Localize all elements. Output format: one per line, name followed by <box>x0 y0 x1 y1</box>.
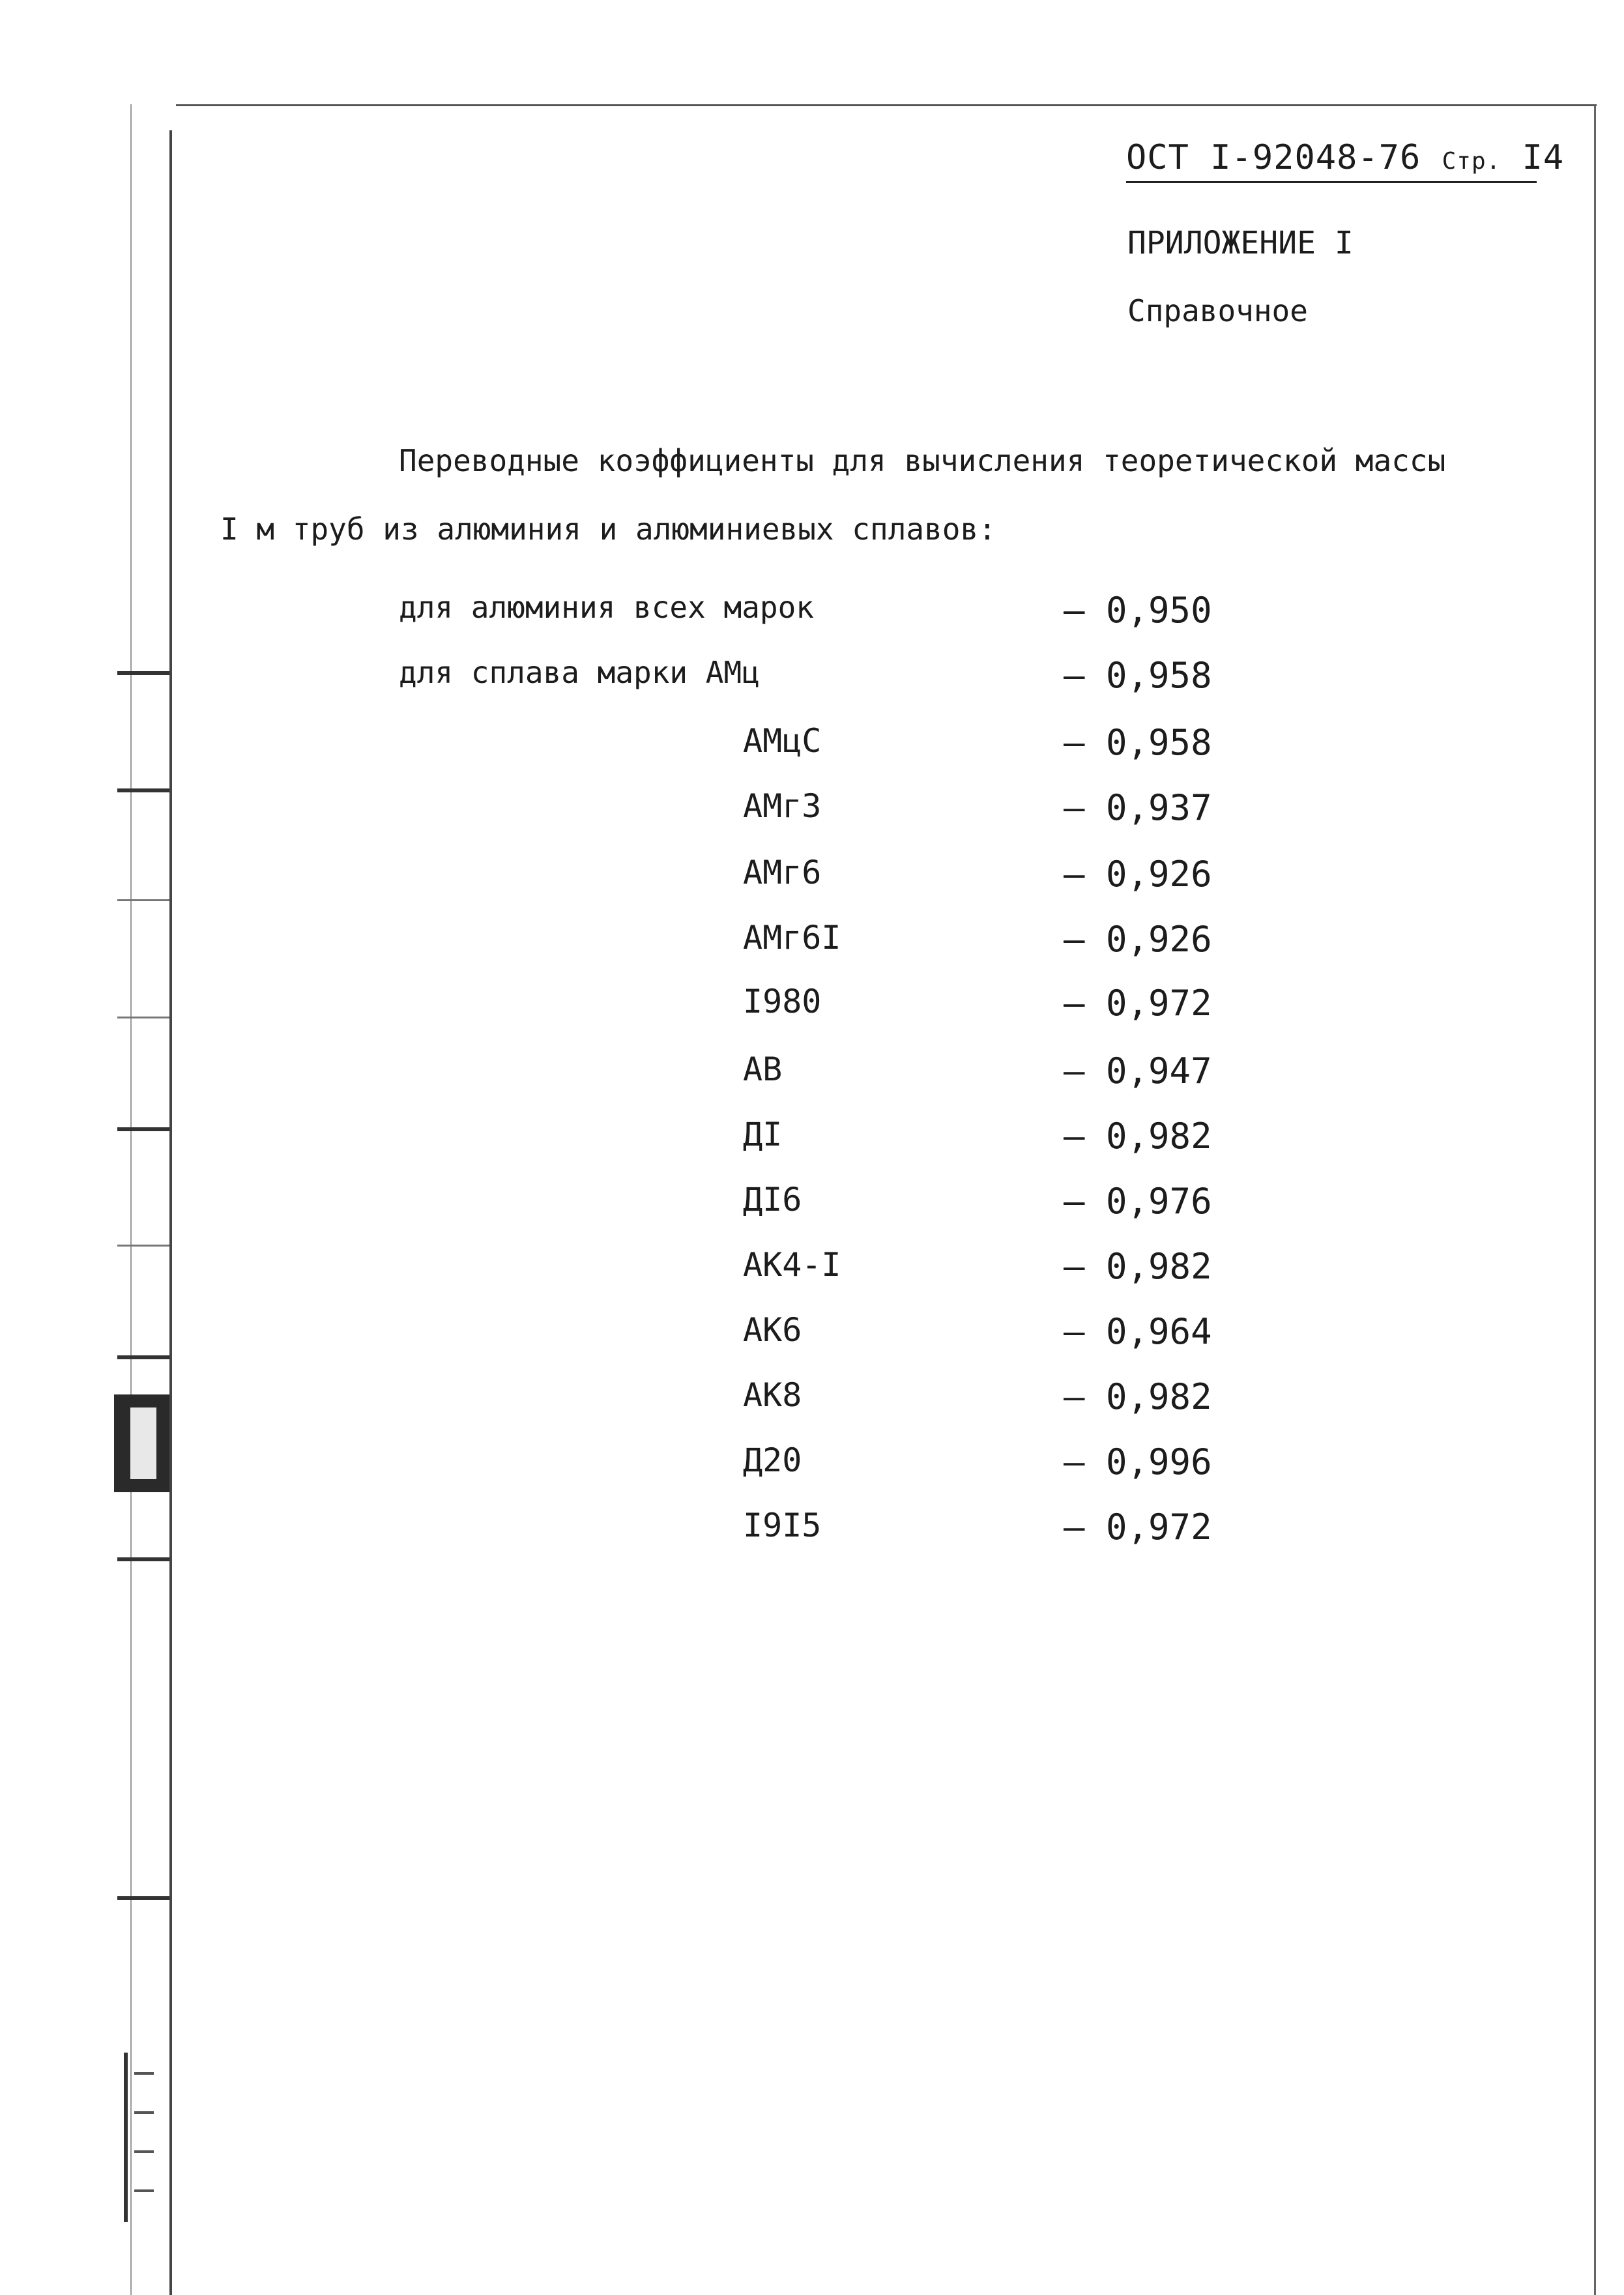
margin-mark <box>117 1127 169 1131</box>
coefficient-label: АВ <box>743 1050 783 1088</box>
coefficient-value: – 0,996 <box>1064 1441 1212 1482</box>
coefficient-row <box>399 983 1311 1028</box>
coefficient-value: – 0,982 <box>1064 1116 1212 1157</box>
coefficient-label: АМцС <box>743 722 822 760</box>
coefficient-row <box>399 1246 1311 1292</box>
coefficient-row <box>399 1311 1311 1357</box>
coefficient-value: – 0,926 <box>1064 854 1212 895</box>
coefficient-label: для алюминия всех марок <box>399 590 814 625</box>
coefficient-value: – 0,982 <box>1064 1246 1212 1287</box>
coefficient-value: – 0,937 <box>1064 787 1212 828</box>
coefficient-row <box>399 655 1311 700</box>
coefficient-value: – 0,964 <box>1064 1311 1212 1352</box>
coefficient-row <box>399 590 1311 635</box>
page-frame-right <box>1594 106 1596 2295</box>
standard-code-header <box>1126 138 1564 177</box>
margin-mark <box>117 1017 169 1018</box>
binding-edge-outer <box>130 104 132 2295</box>
margin-mark <box>117 788 169 792</box>
coefficient-label: АК8 <box>743 1376 802 1414</box>
coefficient-value: – 0,976 <box>1064 1181 1212 1222</box>
coefficient-row <box>399 1050 1311 1096</box>
coefficient-label: АК6 <box>743 1311 802 1349</box>
coefficient-value: – 0,926 <box>1064 919 1212 960</box>
coefficient-row <box>399 919 1311 964</box>
coefficient-row <box>399 1507 1311 1552</box>
coefficient-label: ДI6 <box>743 1181 802 1219</box>
coefficient-row <box>399 787 1311 833</box>
header-underline <box>1126 181 1537 183</box>
page-number: I4 <box>1522 138 1565 177</box>
coefficient-row <box>399 722 1311 768</box>
standard-code: ОСТ I-92048-76 <box>1126 138 1421 177</box>
margin-mark <box>117 1896 169 1900</box>
coefficient-row <box>399 854 1311 899</box>
coefficient-value: – 0,972 <box>1064 983 1212 1024</box>
margin-mark <box>117 1557 169 1561</box>
coefficient-label: АМг6I <box>743 919 841 957</box>
margin-registration-stamp <box>124 2053 167 2222</box>
coefficient-value: – 0,958 <box>1064 655 1212 696</box>
coefficient-row <box>399 1116 1311 1161</box>
coefficient-value: – 0,982 <box>1064 1376 1212 1417</box>
coefficient-value: – 0,972 <box>1064 1507 1212 1548</box>
margin-stamp-inner <box>130 1407 156 1479</box>
margin-mark <box>117 671 169 675</box>
coefficient-row <box>399 1441 1311 1487</box>
coefficient-label: для сплава марки АМц <box>399 655 760 690</box>
coefficient-label: АМг6 <box>743 854 822 891</box>
margin-mark <box>117 1245 169 1247</box>
intro-paragraph-line-2: I м труб из алюминия и алюминиевых сплавов: <box>220 512 996 547</box>
coefficient-label: ДI <box>743 1116 783 1153</box>
appendix-type: Справочное <box>1127 293 1308 328</box>
page-label: Стр. <box>1442 148 1501 175</box>
coefficient-label: I9I5 <box>743 1507 822 1544</box>
page-frame-top <box>176 104 1597 106</box>
coefficient-label: I980 <box>743 983 822 1020</box>
intro-paragraph-line-1: Переводные коэффициенты для вычисления теоретической массы <box>399 443 1446 478</box>
margin-mark <box>117 899 169 901</box>
binding-edge <box>169 130 172 2295</box>
coefficient-row <box>399 1181 1311 1226</box>
coefficient-value: – 0,950 <box>1064 590 1212 631</box>
coefficient-label: АМг3 <box>743 787 822 825</box>
margin-mark <box>117 1355 169 1359</box>
coefficient-value: – 0,958 <box>1064 722 1212 763</box>
appendix-title: ПРИЛОЖЕНИЕ I <box>1127 225 1354 261</box>
coefficient-row <box>399 1376 1311 1422</box>
coefficient-label: Д20 <box>743 1441 802 1479</box>
coefficient-label: АК4-I <box>743 1246 841 1284</box>
coefficient-value: – 0,947 <box>1064 1050 1212 1091</box>
